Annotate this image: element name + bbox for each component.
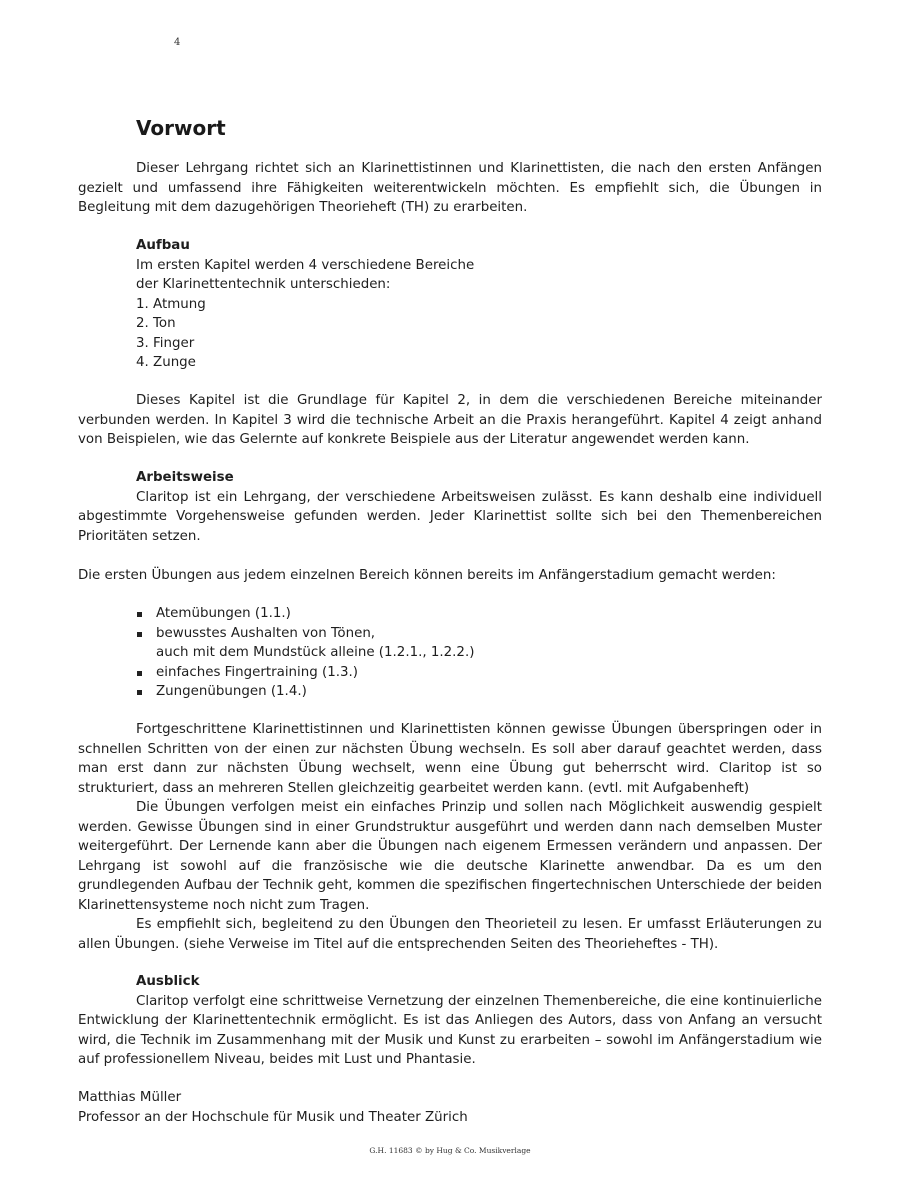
author-role: Professor an der Hochschule für Musik und Theater Zürich xyxy=(78,1109,468,1125)
ausblick-section xyxy=(78,972,822,1070)
exercise-list-section xyxy=(78,604,822,702)
list-item-atemuebungen xyxy=(78,604,822,624)
aufbau-item-finger: 3. Finger xyxy=(136,335,195,351)
arbeitsweise-body-section xyxy=(78,720,822,954)
page-number: 4 xyxy=(174,37,181,48)
list-item-text: Atemübungen (1.1.) xyxy=(156,606,291,621)
ausblick-paragraph: Claritop verfolgt eine schrittweise Vernetzung der einzelnen Themenbereiche, die eine kontinuierliche Entwicklung der Klarinettentechnik ermöglicht. Es ist das Anliegen des Autors, dass von Anfang an versucht wird, die Technik im Zusammenhang mit der Musik und Kunst zu erarbeiten – sowohl im Anfängerstadium wie auf professionellem Niveau, beides mit Lust und Phantasie. xyxy=(78,993,822,1067)
arbeitsweise-section xyxy=(78,468,822,546)
list-item-aushalten xyxy=(78,624,822,663)
aufbau-paragraph: Dieses Kapitel ist die Grundlage für Kapitel 2, in dem die verschiedenen Bereiche miteinander verbunden werden. In Kapitel 3 wird die technische Arbeit an die Praxis herangeführt. Kapitel 4 zeigt anhand von Beispielen, wie das Gelernte auf konkrete Beispiele aus der Literatur angewendet werden kann. xyxy=(78,393,822,447)
aufbau-item-ton: 2. Ton xyxy=(136,316,176,331)
ausblick-heading: Ausblick xyxy=(136,974,200,989)
list-item-text: einfaches Fingertraining (1.3.) xyxy=(156,664,358,680)
intro-paragraph: Dieser Lehrgang richtet sich an Klarinettistinnen und Klarinettisten, die nach den ersten Anfängen gezielt und umfassend ihre Fähigkeiten weiterentwickeln möchten. Es empfiehlt sich, die Übungen in Begleitung mit dem dazugehörigen Theorieheft (TH) zu erarbeiten. xyxy=(78,161,822,215)
exercise-list xyxy=(78,604,822,702)
list-item-continuation: auch mit dem Mundstück alleine (1.2.1., 1.2.2.) xyxy=(156,645,475,660)
list-item-fingertraining xyxy=(78,663,822,683)
arbeitsweise-paragraph-2: Fortgeschrittene Klarinettistinnen und Klarinettisten können gewisse Übungen überspringen oder in schnellen Schritten von der einen zur nächsten Übung wechseln. Es soll aber darauf geachtet werden, dass man erst dann zur nächsten Übung wechselt, wenn eine Übung gut beherrscht wird. Claritop ist so strukturiert, dass an mehreren Stellen gleichzeitig gearbeitet werden kann. (evtl. mit Aufgabenheft) xyxy=(78,722,822,796)
aufbau-item-zunge: 4. Zunge xyxy=(136,355,196,370)
aufbau-item-atmung: 1. Atmung xyxy=(136,296,206,312)
arbeitsweise-paragraph-4: Es empfiehlt sich, begleitend zu den Übungen den Theorieteil zu lesen. Er umfasst Erläuterungen zu allen Übungen. (siehe Verweise im Titel auf die entsprechenden Seiten des Theorieheftes - TH). xyxy=(78,917,822,952)
arbeitsweise-lead-section xyxy=(78,566,822,586)
list-item-text: Zungenübungen (1.4.) xyxy=(156,684,307,699)
page-title: Vorwort xyxy=(136,116,226,140)
arbeitsweise-paragraph-3: Die Übungen verfolgen meist ein einfaches Prinzip und sollen nach Möglichkeit auswendig gespielt werden. Gewisse Übungen sind in einer Grundstruktur ausgeführt und werden dann nach demselben Muster weitergeführt. Der Lernende kann aber die Übungen nach eigenem Ermessen verändern und anpassen. Der Lehrgang ist sowohl auf die französische wie die deutsche Klarinette anwendbar. Da es um den grundlegenden Aufbau der Technik geht, kommen die spezifischen fingertechnischen Unterschiede der beiden Klarinettensysteme noch nicht zum Tragen. xyxy=(78,800,822,913)
aufbau-line-2: der Klarinettentechnik unterschieden: xyxy=(136,277,391,292)
signature xyxy=(78,1088,822,1127)
copyright-footer: G.H. 11683 © by Hug & Co. Musikverlage xyxy=(369,1146,531,1155)
aufbau-section xyxy=(78,236,822,373)
list-item-text: bewusstes Aushalten von Tönen, xyxy=(156,625,376,641)
arbeitsweise-lead: Die ersten Übungen aus jedem einzelnen Bereich können bereits im Anfängerstadium gemacht werden: xyxy=(78,568,776,583)
author-name: Matthias Müller xyxy=(78,1090,182,1105)
aufbau-paragraph-section xyxy=(78,391,822,450)
aufbau-line-1: Im ersten Kapitel werden 4 verschiedene Bereiche xyxy=(136,257,475,273)
arbeitsweise-paragraph: Claritop ist ein Lehrgang, der verschiedene Arbeitsweisen zulässt. Es kann deshalb eine individuell abgestimmte Vorgehensweise gefunden werden. Jeder Klarinettist sollte sich bei den Themenbereichen Prioritäten setzen. xyxy=(78,489,822,544)
arbeitsweise-heading: Arbeitsweise xyxy=(136,470,234,485)
list-item-zungenuebungen xyxy=(78,682,822,702)
aufbau-heading: Aufbau xyxy=(136,238,190,253)
intro-section xyxy=(78,159,822,218)
